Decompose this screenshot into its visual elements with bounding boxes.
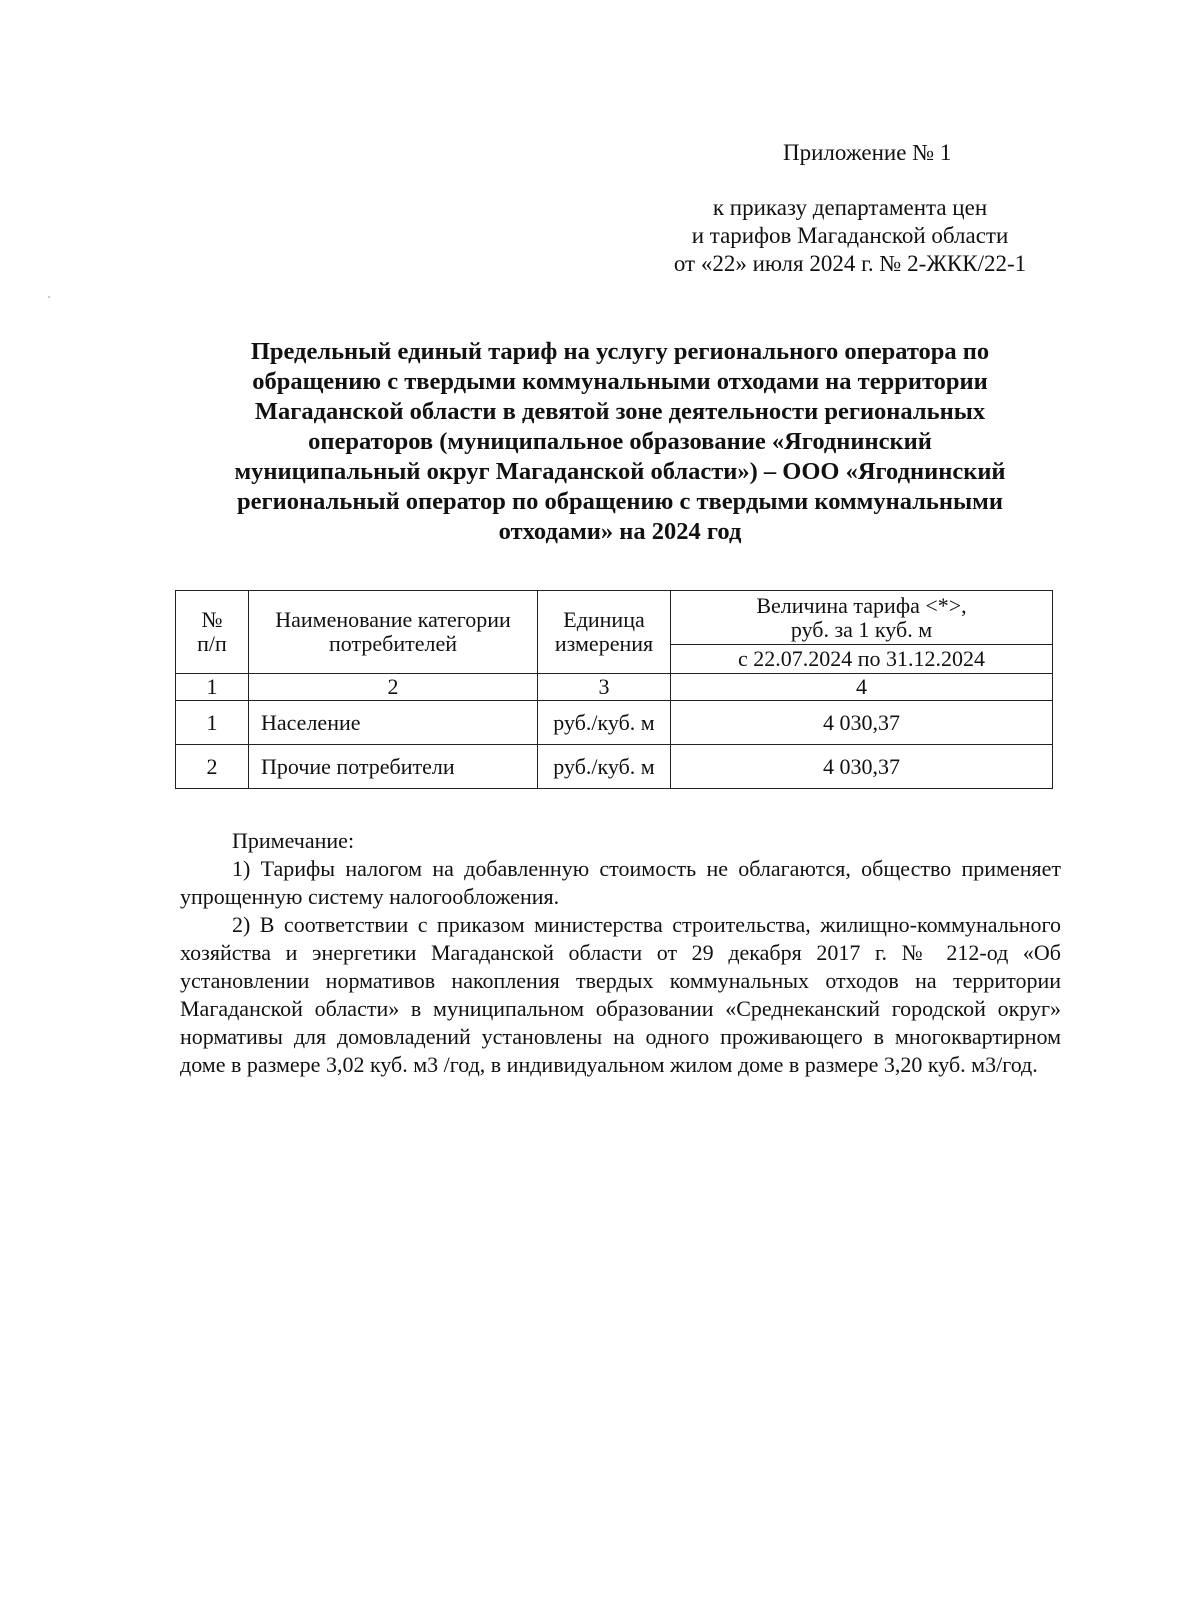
title-line: обращению с твердыми коммунальными отходами на территории (252, 368, 988, 395)
scan-artifact (48, 296, 50, 298)
row-unit: руб./куб. м (538, 701, 671, 745)
header-category-line: потребителей (329, 631, 457, 656)
header-tariff-line: руб. за 1 куб. м (790, 616, 933, 642)
row-num: 1 (176, 701, 249, 745)
title-line: региональный оператор по обращению с твердыми коммунальными (237, 488, 1003, 515)
notes-heading: Примечание: (232, 828, 355, 853)
order-reference (660, 194, 1040, 278)
table-row (176, 701, 1053, 745)
document-title (160, 337, 1080, 547)
order-reference-line: к приказу департамента цен (712, 195, 988, 220)
column-number: 2 (249, 674, 538, 701)
header-unit-line: измерения (554, 631, 654, 656)
notes-section (180, 827, 1061, 1079)
order-reference-line: от «22» июля 2024 г. № 2-ЖКК/22-1 (673, 251, 1027, 276)
column-number: 1 (176, 674, 249, 701)
row-value: 4 030,37 (671, 701, 1053, 745)
row-value: 4 030,37 (671, 745, 1053, 789)
row-num: 2 (176, 745, 249, 789)
order-reference-line: и тарифов Магаданской области (691, 223, 1009, 248)
header-category-line: Наименование категории (275, 607, 511, 632)
title-line: отходами» на 2024 год (498, 518, 742, 545)
header-num-line: п/п (197, 631, 227, 656)
title-line: Магаданской области в девятой зоне деятельности региональных (254, 398, 986, 425)
table-header-row (176, 591, 1053, 645)
header-num-line: № (201, 607, 223, 632)
column-number: 4 (671, 674, 1053, 701)
title-line: муниципальный округ Магаданской области») – ООО «Ягоднинский (234, 458, 1006, 485)
title-line: Предельный единый тариф на услугу регионального оператора по (250, 338, 990, 365)
header-tariff-line: Величина тарифа <*>, (756, 592, 967, 618)
title-line: операторов (муниципальное образование «Ягоднинский (308, 428, 932, 455)
column-number-row (176, 674, 1053, 701)
row-category: Прочие потребители (249, 745, 538, 789)
header-unit-line: Единица (563, 607, 645, 632)
header-unit (538, 591, 671, 674)
header-tariff (671, 591, 1053, 645)
header-category (249, 591, 538, 674)
column-number: 3 (538, 674, 671, 701)
row-unit: руб./куб. м (538, 745, 671, 789)
note-item: 2) В соответствии с приказом министерства строительства, жилищно-коммунального хозяйства и энергетики Магаданской области от 29 декабря 2017 г. № 212-од «Об установлении нормативов накопления твердых коммунальных отходов на территории Магаданской области» в муниципальном образовании «Среднеканский городской округ» нормативы для домовладений установлены на одного проживающего в многоквартирном доме в размере 3,02 куб. м3 /год, в индивидуальном жилом доме в размере 3,20 куб. м3/год. (180, 912, 1061, 1077)
row-category: Население (249, 701, 538, 745)
header-period: с 22.07.2024 по 31.12.2024 (671, 645, 1053, 674)
appendix-title: Приложение № 1 (783, 140, 952, 165)
table-row (176, 745, 1053, 789)
header-num (176, 591, 249, 674)
tariff-table (175, 590, 1053, 789)
note-item: 1) Тарифы налогом на добавленную стоимость не облагаются, общество применяет упрощенную систему налогообложения. (180, 856, 1061, 909)
